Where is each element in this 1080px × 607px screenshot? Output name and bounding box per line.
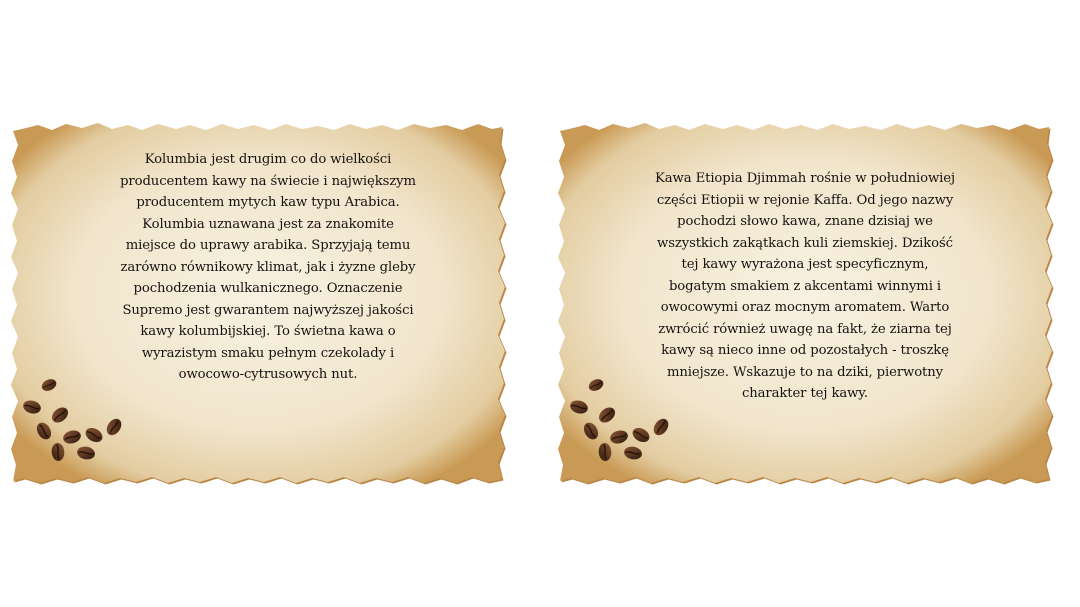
card-text-colombia: Kolumbia jest drugim co do wielkości producentem kawy na świecie i największym producentem mytych kaw typu Arabica. Kolumbia uznawana jest za znakomite miejsce do uprawy arabika. Sprzyjają temu zarówno równikowy klimat, jak i żyzne gleby pochodzenia wulkanicznego. Oznaczenie Supremo jest gwarantem najwyższej jakości kawy kolumbijskiej. To świetna kawa o wyrazistym smaku pełnym czekolady i owocowo-cytrusowych nut. — [120, 152, 416, 382]
card-text-ethiopia: Kawa Etiopia Djimmah rośnie w południowiej części Etiopii w rejonie Kaffa. Od jego nazwy pochodzi słowo kawa, znane dzisiaj we wszystkich zakątkach kuli ziemskiej. Dzikość tej kawy wyrażona jest specyficznym, bogatym smakiem z akcentami winnymi i owocowymi oraz mocnym aromatem. Warto zwrócić również uwagę na fakt, że ziarna tej kawy są nieco inne od pozostałych - troszkę mniejsze. Wskazuje to na dziki, pierwotny charakter tej kawy. — [655, 171, 955, 401]
coffee-beans-icon — [20, 369, 130, 469]
parchment-card-ethiopia — [555, 121, 1055, 486]
parchment-card-colombia — [8, 121, 508, 486]
